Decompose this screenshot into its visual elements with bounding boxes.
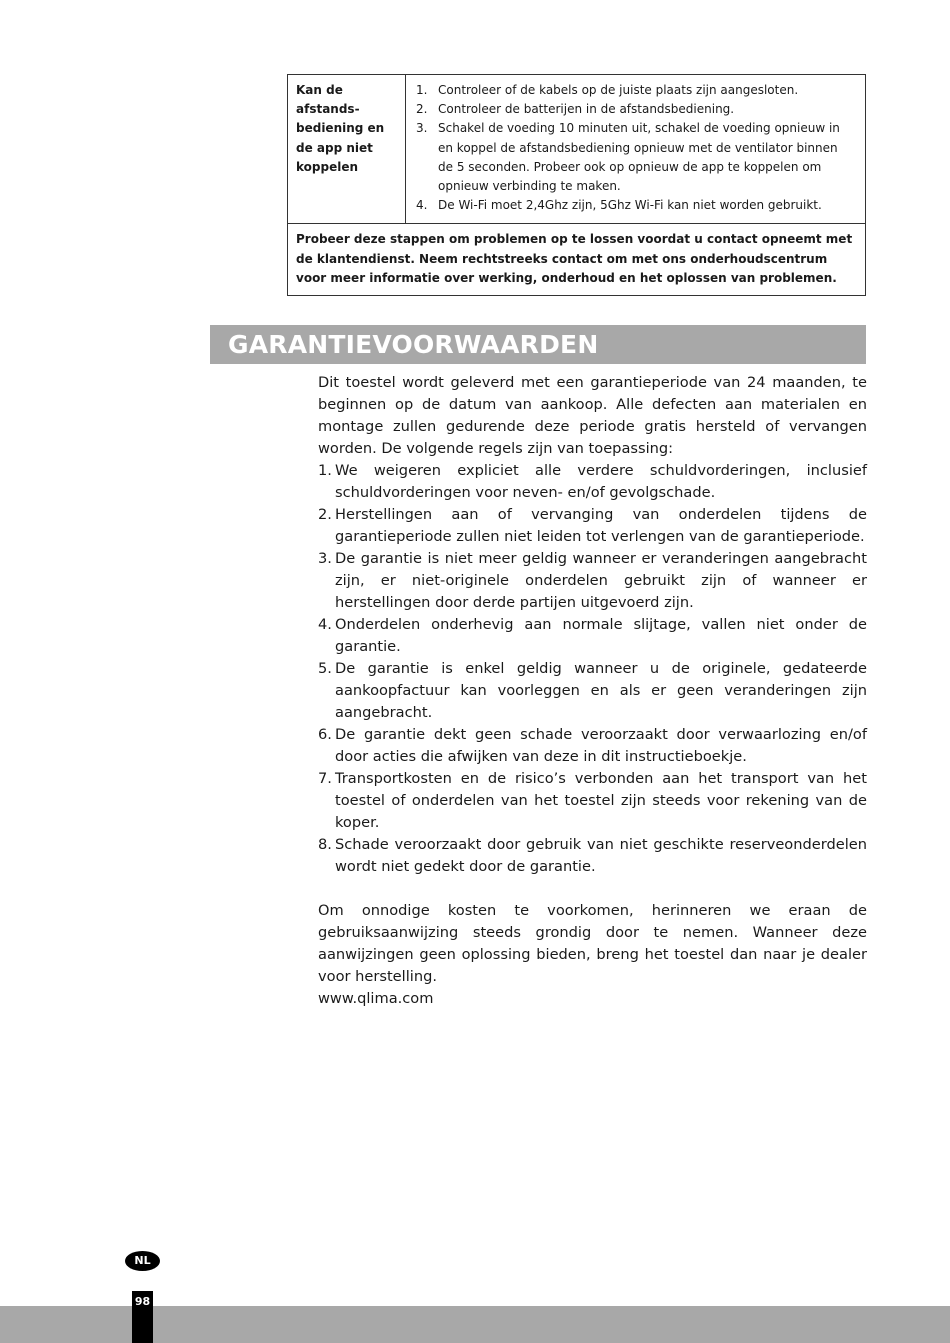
rule-text: De garantie is niet meer geldig wanneer er veranderingen aangebracht zijn, er niet-originele onderdelen gebruikt zijn of wanneer er herstellingen door derde partijen uitgevoerd zijn. [335, 550, 867, 611]
rule-text: We weigeren expliciet alle verdere schuldvorderingen, inclusief schuldvorderingen voor neven- en/of gevolgschade. [335, 462, 867, 501]
rule-text: Herstellingen aan of vervanging van onderdelen tijdens de garantieperiode zullen niet leiden tot verlengen van de garantieperiode. [335, 506, 867, 545]
warranty-intro: Dit toestel wordt geleverd met een garantieperiode van 24 maanden, te beginnen op de datum van aankoop. Alle defecten aan materialen en montage zullen gedurende deze periode gratis hersteld of vervangen worden. De volgende regels zijn van toepassing: [318, 374, 867, 457]
warranty-rules [318, 460, 867, 878]
rule-number: 6. [318, 726, 332, 743]
language-badge: NL [125, 1251, 160, 1271]
troubleshooting-note: Probeer deze stappen om problemen op te lossen voordat u contact opneemt met de klantendienst. Neem rechtstreeks contact om met ons onderhoudscentrum voor meer informatie over werking, onderhoud en het oplossen van problemen. [296, 232, 853, 285]
warranty-rule [318, 504, 867, 548]
rule-text: De garantie is enkel geldig wanneer u de originele, gedateerde aankoopfactuur kan voorleggen en als er geen veranderingen zijn aangebracht. [335, 660, 867, 721]
rule-text: Schade veroorzaakt door gebruik van niet geschikte reserveonderdelen wordt niet gedekt door de garantie. [335, 836, 867, 875]
rule-number: 3. [318, 550, 332, 567]
rule-number: 2. [318, 506, 332, 523]
page-number: 98 [134, 1295, 151, 1308]
solution-steps [406, 75, 865, 223]
warranty-rule [318, 548, 867, 614]
rule-number: 1. [318, 462, 332, 479]
solution-step [416, 119, 855, 196]
website-link[interactable]: www.qlima.com [318, 990, 434, 1007]
step-number: 4. [416, 198, 428, 213]
rule-text: De garantie dekt geen schade veroorzaakt door verwaarlozing en/of door acties die afwijken van deze in dit instructieboekje. [335, 726, 867, 765]
troubleshooting-table [287, 74, 866, 296]
warranty-closing: Om onnodige kosten te voorkomen, herinneren we eraan de gebruiksaanwijzing steeds grondig door te nemen. Wanneer deze aanwijzingen geen oplossing bieden, breng het toestel dan naar je dealer voor herstelling. [318, 902, 867, 985]
warranty-rule [318, 768, 867, 834]
section-header-bar [210, 325, 866, 364]
solution-step [416, 196, 855, 215]
rule-text: Transportkosten en de risico’s verbonden aan het transport van het toestel of onderdelen van het toestel zijn steeds voor rekening van de koper. [335, 770, 867, 831]
warranty-body [318, 372, 867, 1010]
step-text: De Wi-Fi moet 2,4Ghz zijn, 5Ghz Wi-Fi kan niet worden gebruikt. [438, 198, 822, 213]
warranty-rule [318, 834, 867, 878]
problem-cell: Kan de afstands- bediening en de app niet koppelen [288, 75, 406, 223]
step-text: Schakel de voeding 10 minuten uit, schakel de voeding opnieuw in en koppel de afstandsbediening opnieuw met de ventilator binnen de 5 seconden. Probeer ook op opnieuw de app te koppelen om opnieuw verbinding te maken. [438, 121, 840, 194]
step-number: 3. [416, 121, 428, 136]
warranty-rule [318, 460, 867, 504]
warranty-rule [318, 724, 867, 768]
paragraph-gap [318, 878, 867, 900]
warranty-rule [318, 614, 867, 658]
rule-number: 8. [318, 836, 332, 853]
step-text: Controleer de batterijen in de afstandsbediening. [438, 102, 735, 117]
section-title: GARANTIEVOORWAARDEN [228, 330, 599, 359]
warranty-rule [318, 658, 867, 724]
solution-step [416, 100, 855, 119]
rule-number: 4. [318, 616, 332, 633]
step-text: Controleer of de kabels op de juiste plaats zijn aangesloten. [438, 83, 799, 97]
page-number-tab [132, 1291, 153, 1343]
rule-number: 7. [318, 770, 332, 787]
rule-text: Onderdelen onderhevig aan normale slijtage, vallen niet onder de garantie. [335, 616, 867, 655]
solution-step [416, 81, 855, 100]
step-number: 2. [416, 102, 428, 117]
troubleshooting-row [288, 75, 865, 224]
step-number: 1. [416, 83, 428, 97]
rule-number: 5. [318, 660, 332, 677]
